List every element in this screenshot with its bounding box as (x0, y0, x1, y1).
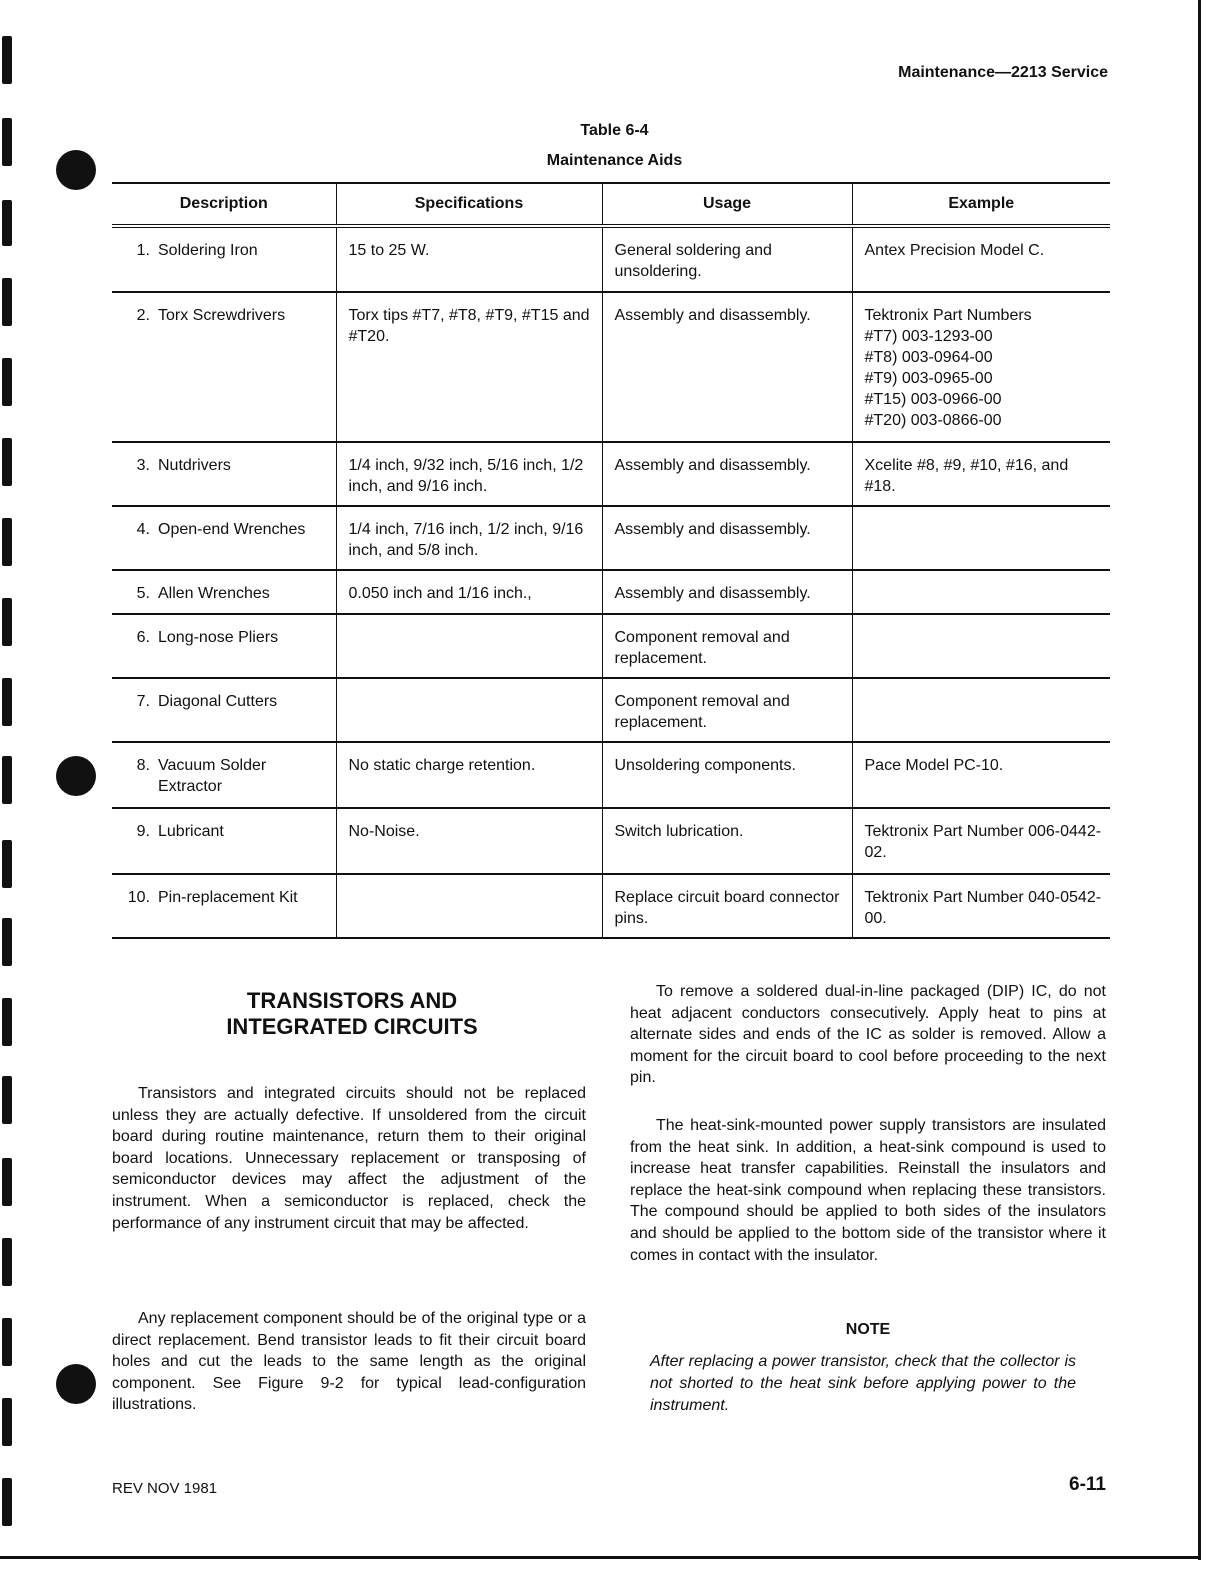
body-paragraph: The heat-sink-mounted power supply transistors are insulated from the heat sink. In addition, a heat-sink compound is used to increase heat transfer capabilities. Reinstall the insulators and replace the heat-sink compound when replacing these transistors. The compound should be applied to both sides of the insulators and should be applied to the bottom side of the transistor where it comes in contact with the insulator. (630, 1117, 1106, 1264)
row-usage: Replace circuit board connector pins. (602, 874, 852, 938)
row-description: Diagonal Cutters (158, 693, 278, 710)
row-number: 4. (136, 521, 150, 538)
binder-mark (2, 1076, 12, 1124)
body-paragraph: Any replacement component should be of the original type or a direct replacement. Bend transistor leads to fit their circuit board holes and cut the leads to the same length as the original component. See Figure 9-2 for typical lead-configuration illustrations. (112, 1310, 586, 1414)
table-row (112, 678, 1110, 742)
row-example: Tektronix Part Numbers (864, 307, 1032, 324)
row-specifications: No static charge retention. (336, 742, 602, 808)
table-number: Table 6-4 (580, 122, 649, 139)
column-header-description: Description (112, 183, 336, 226)
row-usage: Component removal and replacement. (602, 678, 852, 742)
row-specifications (336, 614, 602, 678)
note-text: After replacing a power transistor, check that the collector is not shorted to the heat sink before applying power to the instrument. (650, 1353, 1076, 1414)
row-number: 6. (136, 629, 150, 646)
row-specifications: Torx tips #T7, #T8, #T9, #T15 and #T20. (336, 292, 602, 442)
row-usage: Switch lubrication. (602, 808, 852, 874)
section-heading-line: TRANSISTORS AND (246, 988, 458, 1013)
part-number-list (865, 326, 1103, 431)
row-usage: General soldering and unsoldering. (602, 226, 852, 292)
binder-mark (2, 918, 12, 966)
row-usage: Assembly and disassembly. (602, 442, 852, 506)
table-row (112, 226, 1110, 292)
binder-hole (56, 756, 96, 796)
row-specifications: 1/4 inch, 9/32 inch, 5/16 inch, 1/2 inch, and 9/16 inch. (336, 442, 602, 506)
column-header-usage: Usage (602, 183, 852, 226)
binder-mark (2, 358, 12, 406)
row-description: Long-nose Pliers (158, 629, 279, 646)
table-row (112, 506, 1110, 570)
binder-hole (56, 1364, 96, 1404)
table-header-row (112, 183, 1110, 226)
row-example: Xcelite #8, #9, #10, #16, and #18. (852, 442, 1110, 506)
revision-date: REV NOV 1981 (112, 1480, 218, 1497)
binder-mark (2, 438, 12, 486)
part-number-line: #T9) 003-0965-00 (864, 370, 993, 387)
section-heading (112, 988, 592, 1040)
table-row (112, 292, 1110, 442)
binder-mark (2, 36, 12, 84)
row-number: 10. (127, 889, 150, 906)
row-description: Torx Screwdrivers (158, 307, 286, 324)
row-specifications (336, 874, 602, 938)
table-row (112, 442, 1110, 506)
row-example: Tektronix Part Number 040-0542-00. (852, 874, 1110, 938)
part-number-line: #T8) 003-0964-00 (864, 349, 993, 366)
row-specifications (336, 678, 602, 742)
binder-mark (2, 840, 12, 888)
binder-mark (2, 1238, 12, 1286)
table-row (112, 874, 1110, 938)
row-description: Allen Wrenches (158, 585, 270, 602)
row-usage: Unsoldering components. (602, 742, 852, 808)
binder-mark (2, 200, 12, 246)
column-header-example: Example (852, 183, 1110, 226)
part-number-line: #T20) 003-0866-00 (864, 412, 1002, 429)
table-row (112, 808, 1110, 874)
row-number: 1. (136, 242, 150, 259)
row-example: Pace Model PC-10. (852, 742, 1110, 808)
row-usage: Assembly and disassembly. (602, 292, 852, 442)
page-number: 6-11 (1069, 1474, 1106, 1495)
table-row (112, 570, 1110, 614)
table-row (112, 614, 1110, 678)
row-specifications: 15 to 25 W. (336, 226, 602, 292)
row-example (852, 506, 1110, 570)
binder-mark (2, 1478, 12, 1526)
row-example: Antex Precision Model C. (852, 226, 1110, 292)
row-usage: Assembly and disassembly. (602, 570, 852, 614)
row-usage: Assembly and disassembly. (602, 506, 852, 570)
row-number: 9. (136, 823, 150, 840)
column-header-specifications: Specifications (336, 183, 602, 226)
row-example (852, 570, 1110, 614)
binder-mark (2, 998, 12, 1046)
row-number: 5. (136, 585, 150, 602)
page-border-right (1198, 0, 1201, 1560)
row-specifications: No-Noise. (336, 808, 602, 874)
row-description: Nutdrivers (158, 457, 231, 474)
binder-mark (2, 598, 12, 646)
body-paragraph: Transistors and integrated circuits should not be replaced unless they are actually defective. If unsoldered from the circuit board during routine maintenance, return them to their original board locations. Unnecessary replacement or transposing of semiconductor devices may affect the adjustment of the instrument. When a semiconductor is replaced, check the performance of any instrument circuit that may be affected. (112, 1085, 586, 1232)
part-number-line: #T15) 003-0966-00 (864, 391, 1002, 408)
binder-mark (2, 1398, 12, 1446)
row-description: Lubricant (158, 823, 224, 840)
row-description: Open-end Wrenches (158, 521, 306, 538)
binder-mark (2, 756, 12, 804)
row-specifications: 0.050 inch and 1/16 inch., (336, 570, 602, 614)
maintenance-aids-table (112, 182, 1110, 939)
row-number: 3. (136, 457, 150, 474)
note-heading: NOTE (845, 1321, 891, 1338)
row-example (852, 614, 1110, 678)
part-number-line: #T7) 003-1293-00 (864, 328, 993, 345)
row-description: Pin-replacement Kit (158, 889, 298, 906)
binder-mark (2, 518, 12, 566)
row-number: 7. (136, 693, 150, 710)
binder-mark (2, 1158, 12, 1206)
body-paragraph: To remove a soldered dual-in-line packaged (DIP) IC, do not heat adjacent conductors consecutively. Apply heat to pins at alternate sides and ends of the IC as solder is removed. Allow a moment for the circuit board to cool before proceeding to the next pin. (630, 983, 1106, 1087)
binder-mark (2, 678, 12, 726)
section-heading-line: INTEGRATED CIRCUITS (226, 1014, 478, 1039)
row-usage: Component removal and replacement. (602, 614, 852, 678)
row-description: Vacuum Solder Extractor (158, 757, 267, 795)
row-specifications: 1/4 inch, 7/16 inch, 1/2 inch, 9/16 inch, and 5/8 inch. (336, 506, 602, 570)
row-number: 8. (136, 757, 150, 774)
binder-mark (2, 1318, 12, 1366)
binder-mark (2, 278, 12, 326)
row-description: Soldering Iron (158, 242, 258, 259)
table-title: Maintenance Aids (546, 152, 683, 169)
running-header: Maintenance—2213 Service (898, 64, 1108, 81)
page-border-bottom (0, 1556, 1201, 1559)
row-example (852, 678, 1110, 742)
row-example: Tektronix Part Number 006-0442-02. (852, 808, 1110, 874)
row-number: 2. (136, 307, 150, 324)
table-row (112, 742, 1110, 808)
